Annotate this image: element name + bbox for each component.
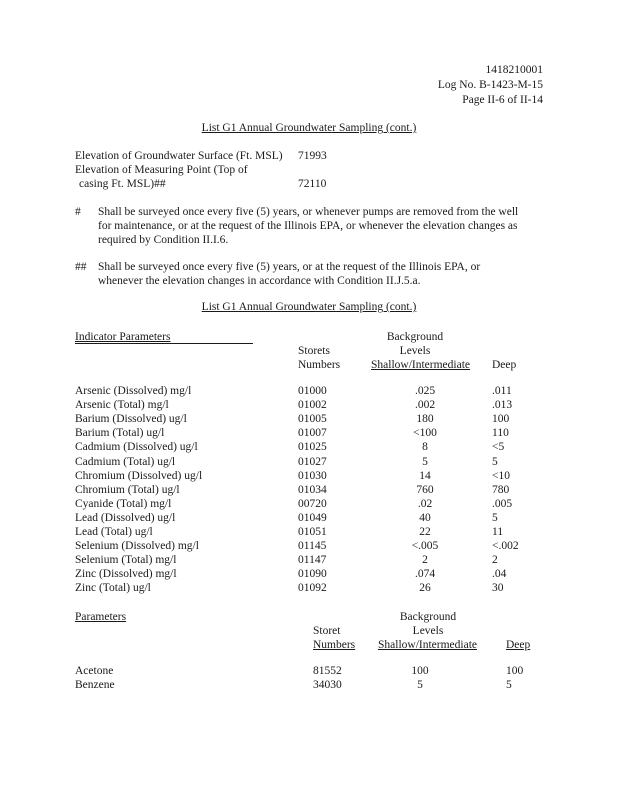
table-cell-deep: 780 xyxy=(492,483,510,496)
table-cell-param: Benzene xyxy=(75,679,115,691)
table-cell-storet: 34030 xyxy=(313,679,342,691)
note-line: Shall be surveyed once every five (5) years, or at the request of the Illinois EPA, or xyxy=(98,261,481,273)
table-cell-deep: 100 xyxy=(492,413,510,426)
table-cell-deep: 5 xyxy=(506,679,512,691)
table1-param-header: Indicator Parameters xyxy=(75,331,171,343)
table1-levels-header: Levels xyxy=(399,345,431,357)
document-id: 1418210001 xyxy=(485,64,543,76)
table-cell-param: Acetone xyxy=(75,665,114,677)
section-title-2 xyxy=(0,300,618,314)
table-cell-shallow: <100 xyxy=(413,427,437,440)
table-cell-deep: <.002 xyxy=(492,540,519,553)
log-number: Log No. B-1423-M-15 xyxy=(437,79,543,91)
table2-background-header: Background xyxy=(399,611,457,623)
table-cell-deep: 11 xyxy=(492,526,504,538)
table1-shallow-header: Shallow/Intermediate xyxy=(371,359,470,371)
table-cell-deep: 5 xyxy=(492,455,498,468)
table-cell-param: Lead (Dissolved) ug/l xyxy=(75,511,176,524)
table-cell-deep: 110 xyxy=(492,427,509,440)
note-line: Shall be surveyed once every five (5) years, or whenever pumps are removed from the well xyxy=(98,206,519,218)
table-cell-param: Arsenic (Dissolved) mg/l xyxy=(75,385,192,397)
table-cell-deep: 5 xyxy=(492,511,498,524)
table-cell-deep: 100 xyxy=(506,665,524,677)
table-cell-shallow: 26 xyxy=(419,582,431,595)
table-cell-deep: <10 xyxy=(492,469,510,482)
section-title-2-text: List G1 Annual Groundwater Sampling (cont.) xyxy=(201,301,417,313)
table-cell-shallow: 180 xyxy=(416,413,434,426)
table-cell-storet: 81552 xyxy=(313,665,342,677)
table-cell-shallow: .002 xyxy=(414,399,436,412)
table-cell-shallow: 2 xyxy=(422,554,428,567)
table-cell-storet: 01005 xyxy=(298,413,327,426)
table-cell-param: Selenium (Dissolved) mg/l xyxy=(75,540,199,553)
surface-elevation-value: 71993 xyxy=(298,150,327,162)
table-cell-storet: 01049 xyxy=(298,511,327,524)
table2-param-header: Parameters xyxy=(75,611,127,623)
table-cell-param: Arsenic (Total) mg/l xyxy=(75,399,169,412)
table2-storet-header: Storet xyxy=(313,625,341,637)
table-cell-deep: .011 xyxy=(492,385,512,397)
table-cell-param: Cadmium (Dissolved) ug/l xyxy=(75,441,198,454)
section-title: List G1 Annual Groundwater Sampling (cont.) xyxy=(201,122,417,134)
table-cell-storet: 01145 xyxy=(298,540,327,553)
table-cell-param: Chromium (Dissolved) ug/l xyxy=(75,469,203,482)
page-number: Page II-6 of II-14 xyxy=(462,94,543,106)
table-cell-shallow: .02 xyxy=(417,497,433,510)
table1-deep-header: Deep xyxy=(492,359,517,371)
table2-levels-header: Levels xyxy=(412,625,444,637)
table-cell-param: Selenium (Total) mg/l xyxy=(75,554,177,567)
measuring-point-label: Elevation of Measuring Point (Top of xyxy=(75,164,248,176)
measuring-point-label-cont: casing Ft. MSL)## xyxy=(79,178,166,190)
table-cell-storet: 00720 xyxy=(298,497,327,510)
table2-deep-header: Deep xyxy=(506,639,531,651)
table-cell-param: Cyanide (Total) mg/l xyxy=(75,497,172,510)
table-cell-shallow: 760 xyxy=(416,483,434,496)
table-cell-storet: 01034 xyxy=(298,483,327,496)
table-cell-deep: .013 xyxy=(492,399,513,412)
table-cell-param: Chromium (Total) ug/l xyxy=(75,483,180,496)
table-cell-shallow: 5 xyxy=(422,455,428,468)
table-cell-storet: 01090 xyxy=(298,568,327,581)
table-cell-storet: 01092 xyxy=(298,582,327,595)
measuring-point-value: 72110 xyxy=(298,178,327,190)
table-cell-shallow: 22 xyxy=(419,526,431,538)
table1-storet-header: Storets xyxy=(298,345,330,357)
note-line: whenever the elevation changes in accordance with Condition II.J.5.a. xyxy=(98,275,421,287)
table-cell-param: Barium (Total) ug/l xyxy=(75,427,165,440)
table-cell-storet: 01007 xyxy=(298,427,327,440)
table1-numbers-header: Numbers xyxy=(298,359,341,371)
table-cell-shallow: 5 xyxy=(417,679,423,691)
table-cell-deep: <5 xyxy=(492,441,505,454)
table1-background-header: Background xyxy=(386,331,444,343)
note-line: for maintenance, or at the request of the Illinois EPA, or whenever the elevation changes as xyxy=(98,220,518,232)
note-marker: ## xyxy=(75,261,87,273)
table-cell-shallow: 100 xyxy=(411,665,429,677)
table-cell-deep: 30 xyxy=(492,582,504,595)
table1-header-rule xyxy=(75,343,253,344)
table-cell-shallow: .074 xyxy=(414,568,436,581)
table-cell-storet: 01027 xyxy=(298,455,327,468)
table-cell-shallow: 14 xyxy=(419,469,431,482)
table2-shallow-header: Shallow/Intermediate xyxy=(378,639,477,651)
table-cell-deep: .005 xyxy=(492,497,513,510)
table-cell-shallow: .025 xyxy=(414,385,436,397)
table-cell-storet: 01002 xyxy=(298,399,327,412)
table-cell-storet: 01025 xyxy=(298,441,327,454)
note-marker: # xyxy=(75,206,81,218)
table-cell-storet: 01051 xyxy=(298,526,327,538)
table-cell-param: Cadmium (Total) ug/l xyxy=(75,455,176,468)
table-cell-param: Zinc (Total) ug/l xyxy=(75,582,151,595)
table-cell-deep: 2 xyxy=(492,554,498,567)
table-cell-storet: 01147 xyxy=(298,554,327,567)
table-cell-param: Barium (Dissolved) ug/l xyxy=(75,413,187,426)
table-cell-storet: 01000 xyxy=(298,385,327,397)
table-cell-deep: .04 xyxy=(492,568,507,581)
surface-elevation-label: Elevation of Groundwater Surface (Ft. MSL) xyxy=(75,150,283,162)
note-line: required by Condition II.I.6. xyxy=(98,234,229,246)
table2-numbers-header: Numbers xyxy=(313,639,356,651)
table-cell-storet: 01030 xyxy=(298,469,327,482)
table-cell-shallow: 40 xyxy=(419,511,431,524)
table-cell-shallow: 8 xyxy=(422,441,428,454)
table-cell-param: Zinc (Dissolved) mg/l xyxy=(75,568,177,581)
table-cell-shallow: <.005 xyxy=(411,540,439,553)
table-cell-param: Lead (Total) ug/l xyxy=(75,526,153,538)
